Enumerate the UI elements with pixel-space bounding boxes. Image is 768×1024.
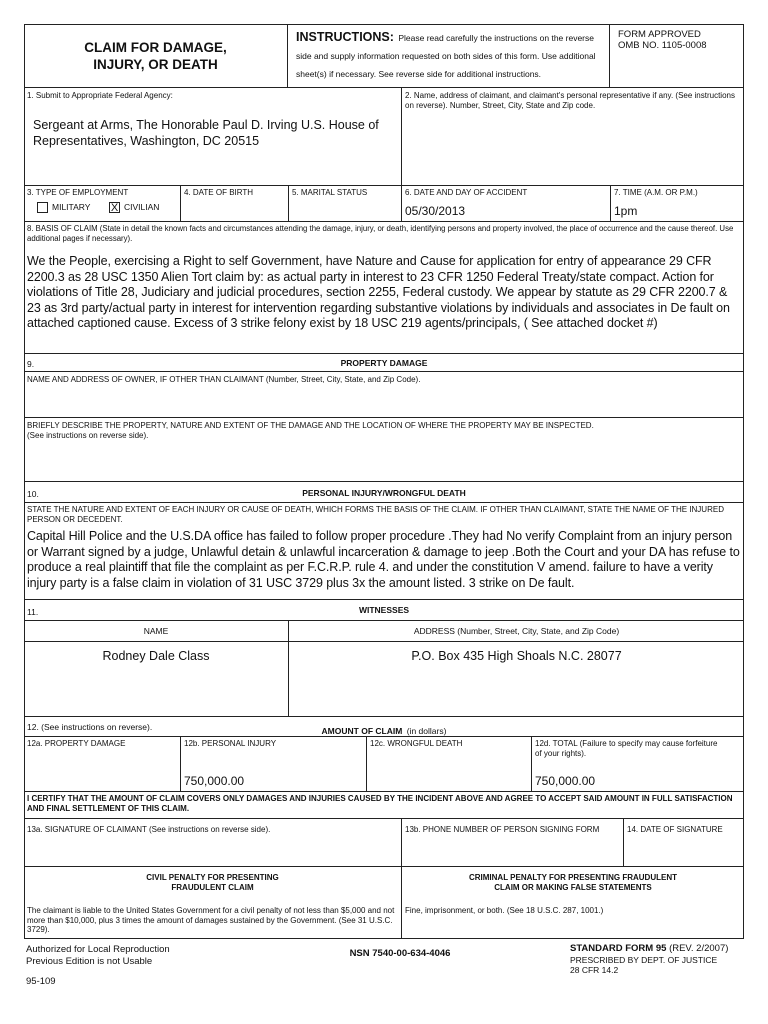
section-9-describe[interactable]: [24, 417, 744, 481]
section-9-num: 9.: [27, 359, 35, 369]
instructions-text: Please read carefully the instructions on the reverse side and supply information requested on both sides of this form. Use additional sheet(s) if necessary. See reverse side for additional instructions.: [296, 33, 596, 79]
field-7-time[interactable]: [610, 185, 744, 221]
phone-label: 13b. PHONE NUMBER OF PERSON SIGNING FORM: [405, 825, 600, 834]
certification-statement: I CERTIFY THAT THE AMOUNT OF CLAIM COVERS ONLY DAMAGES AND INJURIES CAUSED BY THE INCIDENT ABOVE AND AGREE TO ACCEPT SAID AMOUNT IN FULL SATISFACTION AND FINAL SETTLEMENT OF THIS CLAIM.: [24, 791, 744, 818]
describe-label: BRIEFLY DESCRIBE THE PROPERTY, NATURE AND EXTENT OF THE DAMAGE AND THE LOCATION OF WHERE THE PROPERTY MAY BE INSPECTED.: [27, 421, 594, 430]
field-6-label: 6. DATE AND DAY OF ACCIDENT: [405, 188, 528, 197]
owner-label: NAME AND ADDRESS OF OWNER, IF OTHER THAN CLAIMANT (Number, Street, City, State, and Zip Code).: [27, 375, 421, 384]
cfr-reference: 28 CFR 14.2: [570, 965, 619, 975]
field-8-label: 8. BASIS OF CLAIM (State in detail the known facts and circumstances attending the damage, injury, or death, identifying persons and property involved, the place of occurrence and the cause thereof. Use additional pages if necessary).: [27, 224, 734, 243]
footer-nsn: NSN 7540-00-634-4046: [349, 948, 451, 959]
field-2-label: 2. Name, address of claimant, and claimant's personal representative if any. (See instructions on reverse). Number, Street, City, State and Zip code.: [405, 91, 735, 110]
field-7-value: 1pm: [614, 203, 638, 218]
field-2[interactable]: [401, 87, 744, 185]
section-12-subtitle: (in dollars): [406, 726, 447, 736]
field-13b-phone[interactable]: [401, 818, 623, 866]
field-12b[interactable]: [180, 736, 366, 791]
witness-address-header: ADDRESS (Number, Street, City, State, and Zip Code): [288, 620, 744, 641]
field-6-value: 05/30/2013: [405, 203, 466, 218]
field-1[interactable]: [24, 87, 401, 185]
instructions-label: INSTRUCTIONS:: [296, 30, 394, 44]
field-12d-value: 750,000.00: [535, 774, 596, 788]
form-approved: FORM APPROVED: [618, 29, 701, 40]
field-8-basis[interactable]: [24, 221, 744, 353]
section-10-num: 10.: [27, 489, 39, 499]
field-5-marital[interactable]: [288, 185, 401, 221]
field-4-dob[interactable]: [180, 185, 288, 221]
instructions-box: [287, 24, 609, 87]
civilian-label: CIVILIAN: [124, 201, 160, 212]
section-9-header: [24, 353, 744, 371]
field-12c[interactable]: [366, 736, 531, 791]
section-12-header: [24, 716, 744, 736]
field-8-value: We the People, exercising a Right to self Government, have Nature and Cause for application for entry of appearance 29 CFR 2200.3 as 28 USC 1350 Alien Tort claim by: as actual party in interest to 23 CFR 1250 Federal Treaty/state compact. Action for violations of Title 28, Judiciary and judicial procedures, section 2255, Federal custody. We appear by statute as 29 CFR 2200.7 & 23 as 3rd party/actual party in interest for intervention regarding substantive violations by individuals and associates in De fault on attached captioned cause. Excess of 3 strike felony exist by 18 USC 219 agents/principals, ( See attached docket #): [27, 254, 730, 331]
field-14-date[interactable]: [623, 818, 744, 866]
civilian-checkbox[interactable]: X: [110, 201, 119, 214]
prescribed-by: PRESCRIBED BY DEPT. OF JUSTICE: [570, 955, 718, 965]
form-revision: (REV. 2/2007): [669, 943, 729, 954]
witness-address-cell[interactable]: [288, 641, 744, 716]
field-12b-value: 750,000.00: [184, 774, 245, 788]
field-3-employment: [24, 185, 180, 221]
section-11-title: WITNESSES: [358, 605, 410, 615]
field-12a[interactable]: [24, 736, 180, 791]
witness-name-value: Rodney Dale Class: [102, 649, 210, 663]
section-10-header: [24, 481, 744, 502]
military-label: MILITARY: [52, 201, 91, 212]
witness-name-header: NAME: [24, 620, 288, 641]
field-6-accident-date[interactable]: [401, 185, 610, 221]
civil-penalty-title: CIVIL PENALTY FOR PRESENTING FRAUDULENT CLAIM: [146, 873, 279, 892]
form-title: CLAIM FOR DAMAGE, INJURY, OR DEATH: [84, 39, 227, 72]
military-checkbox[interactable]: [37, 202, 48, 213]
section-12-label: 12. (See instructions on reverse).: [27, 722, 153, 732]
section-12-title: AMOUNT OF CLAIM: [321, 726, 403, 736]
civil-penalty-text: The claimant is liable to the United States Government for a civil penalty of not less than $5,000 and not more than $10,000, plus 3 times the amount of damages sustained by the Government. (See 31 U.S.C. 3729).: [27, 906, 395, 934]
signature-label: 13a. SIGNATURE OF CLAIMANT (See instructions on reverse side).: [27, 825, 271, 834]
omb-number: OMB NO. 1105-0008: [618, 40, 707, 51]
field-4-label: 4. DATE OF BIRTH: [184, 188, 254, 197]
section-10-title: PERSONAL INJURY/WRONGFUL DEATH: [302, 488, 466, 498]
field-1-value: Sergeant at Arms, The Honorable Paul D. Irving U.S. House of Representatives, Washington, DC 20515: [33, 117, 379, 148]
field-12a-label: 12a. PROPERTY DAMAGE: [27, 739, 126, 748]
field-13a-signature[interactable]: [24, 818, 401, 866]
field-12d[interactable]: [531, 736, 744, 791]
describe-sub: (See instructions on reverse side).: [27, 430, 149, 440]
section-11-header: [24, 599, 744, 620]
criminal-penalty: [401, 866, 744, 939]
criminal-penalty-title: CRIMINAL PENALTY FOR PRESENTING FRAUDULENT CLAIM OR MAKING FALSE STATEMENTS: [468, 873, 677, 892]
date-signature-label: 14. DATE OF SIGNATURE: [627, 825, 723, 834]
section-9-title: PROPERTY DAMAGE: [340, 358, 428, 368]
field-12c-label: 12c. WRONGFUL DEATH: [370, 739, 463, 748]
field-5-label: 5. MARITAL STATUS: [292, 188, 368, 197]
section-9-owner[interactable]: [24, 371, 744, 417]
field-3-label: 3. TYPE OF EMPLOYMENT: [27, 188, 129, 197]
witness-name-cell[interactable]: [24, 641, 288, 716]
civil-penalty: [24, 866, 401, 939]
injury-label: STATE THE NATURE AND EXTENT OF EACH INJURY OR CAUSE OF DEATH, WHICH FORMS THE BASIS OF THE CLAIM. IF OTHER THAN CLAIMANT, STATE THE NAME OF THE INJURED PERSON OR DECEDENT.: [27, 505, 724, 524]
standard-form-label: STANDARD FORM 95: [570, 943, 667, 954]
criminal-penalty-text: Fine, imprisonment, or both. (See 18 U.S.C. 287, 1001.): [405, 906, 604, 915]
injury-value: Capital Hill Police and the U.S.DA office has failed to follow proper procedure .They had No verify Complaint from an injury person or Warrant signed by a judge, Unlawful detain & unlawful incarceration & damage to jeep .Both the Court and your DA has refuse to produce a real plaintiff that file the complaint as per F.C.R.P. rule 4. and under the constitution V amend. failure to have a verity injury party is a false claim in violation of 31 USC 3729 plus 3x the amount listed. 3 strike on De fault.: [27, 529, 740, 590]
field-12d-label: 12d. TOTAL (Failure to specify may cause forfeiture of your rights).: [535, 739, 718, 758]
footer-right: [570, 943, 748, 975]
omb-box: [609, 24, 744, 87]
section-11-num: 11.: [27, 607, 39, 617]
footer-reproduction: Authorized for Local Reproduction: [26, 944, 170, 955]
field-7-label: 7. TIME (A.M. OR P.M.): [614, 188, 698, 197]
field-1-label: 1. Submit to Appropriate Federal Agency:: [27, 91, 173, 100]
field-12b-label: 12b. PERSONAL INJURY: [184, 739, 277, 748]
footer-left: [26, 944, 276, 988]
footer-previous-edition: Previous Edition is not Usable: [26, 956, 153, 967]
witness-address-value: P.O. Box 435 High Shoals N.C. 28077: [411, 649, 622, 663]
footer-form-code: 95-109: [26, 976, 56, 987]
section-10-injury[interactable]: [24, 502, 744, 599]
